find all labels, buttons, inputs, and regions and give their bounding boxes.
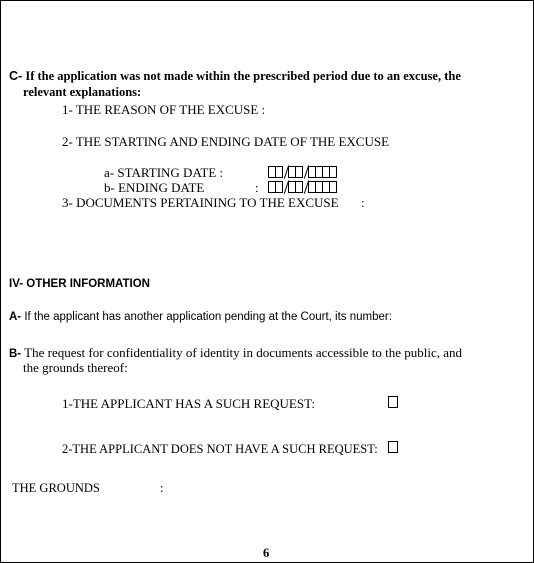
no-request-option-label: 2-THE APPLICANT DOES NOT HAVE A SUCH REQUEST: <box>62 442 378 456</box>
starting-date-boxes[interactable] <box>268 164 337 178</box>
pending-application-line <box>9 311 392 323</box>
ending-date-colon: : <box>255 180 259 195</box>
section-c-letter: C- <box>9 69 23 83</box>
start-month-digit-2[interactable] <box>295 166 303 178</box>
has-request-checkbox[interactable] <box>388 396 398 408</box>
section-c-text-line1: If the application was not made within the prescribed period due to an excuse, the <box>25 69 461 83</box>
start-day-digit-2[interactable] <box>275 166 283 178</box>
start-year-digit-4[interactable] <box>329 166 337 178</box>
has-request-option-label: 1-THE APPLICANT HAS A SUCH REQUEST: <box>62 396 316 411</box>
section-c-text-line2: relevant explanations: <box>23 85 142 99</box>
excuse-documents-item: 3- DOCUMENTS PERTAINING TO THE EXCUSE <box>62 195 339 210</box>
date-separator <box>304 166 309 178</box>
pending-application-text: If the applicant has another application pending at the Court, its number: <box>24 311 392 323</box>
end-year-digit-4[interactable] <box>329 181 337 193</box>
end-day-digit-2[interactable] <box>275 181 283 193</box>
section-iv-title: IV- OTHER INFORMATION <box>9 278 150 290</box>
date-separator <box>284 166 289 178</box>
section-b-letter: B- <box>9 348 22 360</box>
section-a-letter: A- <box>9 311 22 323</box>
confidentiality-text-line2: the grounds thereof: <box>23 360 128 375</box>
page-number: 6 <box>263 546 270 560</box>
date-separator <box>284 181 289 193</box>
section-c-heading <box>9 69 461 84</box>
ending-date-label: b- ENDING DATE <box>104 180 205 195</box>
date-separator <box>304 181 309 193</box>
confidentiality-text-line1: The request for confidentiality of identity in documents accessible to the public, and <box>24 345 463 360</box>
grounds-colon: : <box>160 481 164 495</box>
excuse-dates-item: 2- THE STARTING AND ENDING DATE OF THE EXCUSE <box>62 134 390 149</box>
excuse-documents-colon: : <box>361 195 365 210</box>
no-request-checkbox[interactable] <box>388 441 398 453</box>
ending-date-boxes[interactable] <box>268 179 337 193</box>
confidentiality-line1 <box>9 345 462 361</box>
grounds-label: THE GROUNDS <box>12 481 100 495</box>
starting-date-label: a- STARTING DATE : <box>104 165 224 180</box>
excuse-reason-item: 1- THE REASON OF THE EXCUSE : <box>62 102 266 117</box>
end-month-digit-2[interactable] <box>295 181 303 193</box>
